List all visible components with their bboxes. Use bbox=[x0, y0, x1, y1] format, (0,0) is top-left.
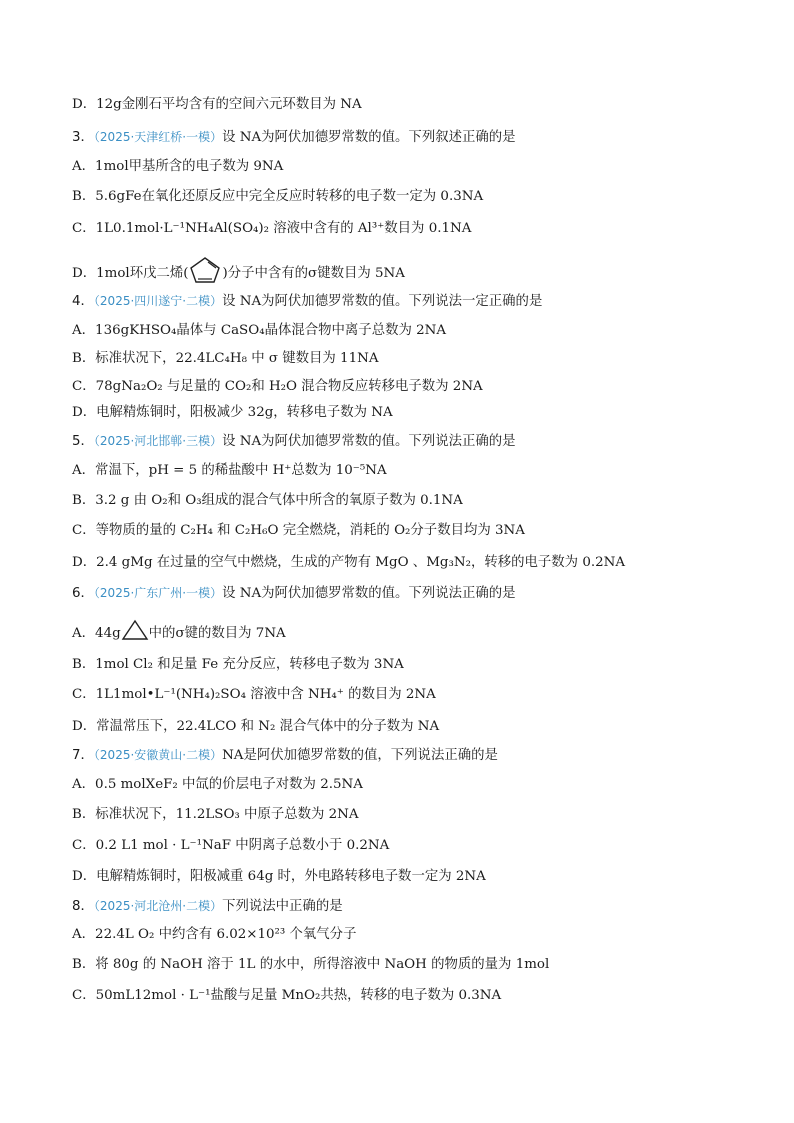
question-source: （2025·河北沧州·二模） bbox=[93, 899, 223, 913]
question-number: 5． bbox=[72, 434, 94, 449]
question-text: 下列说法中正确的是 bbox=[222, 899, 343, 914]
q7-option-b: B．标准状况下，11.2LSO₃ 中原子总数为 2NA bbox=[72, 807, 359, 822]
question-source: （2025·天津红桥·一模） bbox=[93, 130, 223, 144]
q7-option-d: D．电解精炼铜时，阳极减重 64g 时，外电路转移电子数一定为 2NA bbox=[72, 869, 486, 884]
question-text: 设 NA为阿伏加德罗常数的值。下列说法正确的是 bbox=[222, 434, 516, 449]
q2-option-d: D．12g金刚石平均含有的空间六元环数目为 NA bbox=[72, 97, 362, 112]
cyclopentadiene-structure-icon bbox=[188, 256, 222, 291]
question-text: 设 NA为阿伏加德罗常数的值。下列说法一定正确的是 bbox=[222, 294, 543, 309]
q8-option-c: C．50mL12mol · L⁻¹盐酸与足量 MnO₂共热，转移的电子数为 0.3NA bbox=[72, 988, 502, 1003]
q6-option-b: B．1mol Cl₂ 和足量 Fe 充分反应，转移电子数为 3NA bbox=[72, 657, 404, 672]
q5-option-d: D．2.4 gMg 在过量的空气中燃烧，生成的产物有 MgO 、Mg₃N₂，转移的电子数为 0.2NA bbox=[72, 555, 626, 570]
q3-option-c: C．1L0.1mol·L⁻¹NH₄Al(SO₄)₂ 溶液中含有的 Al³⁺数目为 0.1NA bbox=[72, 221, 472, 236]
q3-option-d bbox=[72, 256, 754, 291]
question-5-stem bbox=[72, 431, 754, 452]
q6-option-d: D．常温常压下，22.4LCO 和 N₂ 混合气体中的分子数为 NA bbox=[72, 719, 440, 734]
question-source: （2025·四川遂宁·二模） bbox=[93, 294, 223, 308]
option-text-post: 中的σ键的数目为 7NA bbox=[148, 626, 286, 641]
question-3-stem bbox=[72, 127, 754, 148]
question-7-stem bbox=[72, 745, 754, 766]
question-text: 设 NA为阿伏加德罗常数的值。下列叙述正确的是 bbox=[222, 130, 516, 145]
q8-option-b: B．将 80g 的 NaOH 溶于 1L 的水中，所得溶液中 NaOH 的物质的量为 1mol bbox=[72, 957, 550, 972]
q6-option-a bbox=[72, 618, 754, 649]
option-text-post: )分子中含有的σ键数目为 5NA bbox=[222, 266, 405, 281]
q6-option-c: C．1L1mol•L⁻¹(NH₄)₂SO₄ 溶液中含 NH₄⁺ 的数目为 2NA bbox=[72, 687, 436, 702]
q5-option-c: C．等物质的量的 C₂H₄ 和 C₂H₆O 完全燃烧，消耗的 O₂分子数目均为 3NA bbox=[72, 523, 525, 538]
question-text: 设 NA为阿伏加德罗常数的值。下列说法正确的是 bbox=[222, 586, 516, 601]
q4-option-b: B．标准状况下，22.4LC₄H₈ 中 σ 键数目为 11NA bbox=[72, 351, 379, 366]
question-number: 4． bbox=[72, 294, 94, 309]
q5-option-a: A．常温下，pH = 5 的稀盐酸中 H⁺总数为 10⁻⁵NA bbox=[72, 463, 387, 478]
question-source: （2025·广东广州·一模） bbox=[93, 586, 223, 600]
question-6-stem bbox=[72, 583, 754, 604]
q4-option-a: A．136gKHSO₄晶体与 CaSO₄晶体混合物中离子总数为 2NA bbox=[72, 323, 447, 338]
question-text: NA是阿伏加德罗常数的值，下列说法正确的是 bbox=[222, 748, 498, 763]
question-source: （2025·河北邯郸·三模） bbox=[93, 434, 223, 448]
q4-option-c: C．78gNa₂O₂ 与足量的 CO₂和 H₂O 混合物反应转移电子数为 2NA bbox=[72, 379, 483, 394]
question-4-stem bbox=[72, 291, 754, 312]
question-source: （2025·安徽黄山·二模） bbox=[93, 748, 223, 762]
q5-option-b: B．3.2 g 由 O₂和 O₃组成的混合气体中所含的氧原子数为 0.1NA bbox=[72, 493, 463, 508]
q7-option-c: C．0.2 L1 mol · L⁻¹NaF 中阴离子总数小于 0.2NA bbox=[72, 838, 390, 853]
question-8-stem bbox=[72, 896, 754, 917]
option-text-pre: D．1mol环戊二烯( bbox=[72, 266, 189, 281]
question-number: 6． bbox=[72, 586, 94, 601]
question-number: 8． bbox=[72, 899, 94, 914]
q3-option-a: A．1mol甲基所含的电子数为 9NA bbox=[72, 159, 284, 174]
ethylene-oxide-structure-icon bbox=[121, 618, 149, 649]
q3-option-b: B．5.6gFe在氧化还原反应中完全反应时转移的电子数一定为 0.3NA bbox=[72, 189, 484, 204]
q7-option-a: A．0.5 molXeF₂ 中氙的价层电子对数为 2.5NA bbox=[72, 777, 363, 792]
q8-option-a: A．22.4L O₂ 中约含有 6.02×10²³ 个氧气分子 bbox=[72, 927, 357, 942]
question-number: 7． bbox=[72, 748, 94, 763]
q4-option-d: D．电解精炼铜时，阳极减少 32g，转移电子数为 NA bbox=[72, 405, 393, 420]
question-number: 3． bbox=[72, 130, 94, 145]
option-text-pre: A．44g bbox=[72, 626, 121, 641]
